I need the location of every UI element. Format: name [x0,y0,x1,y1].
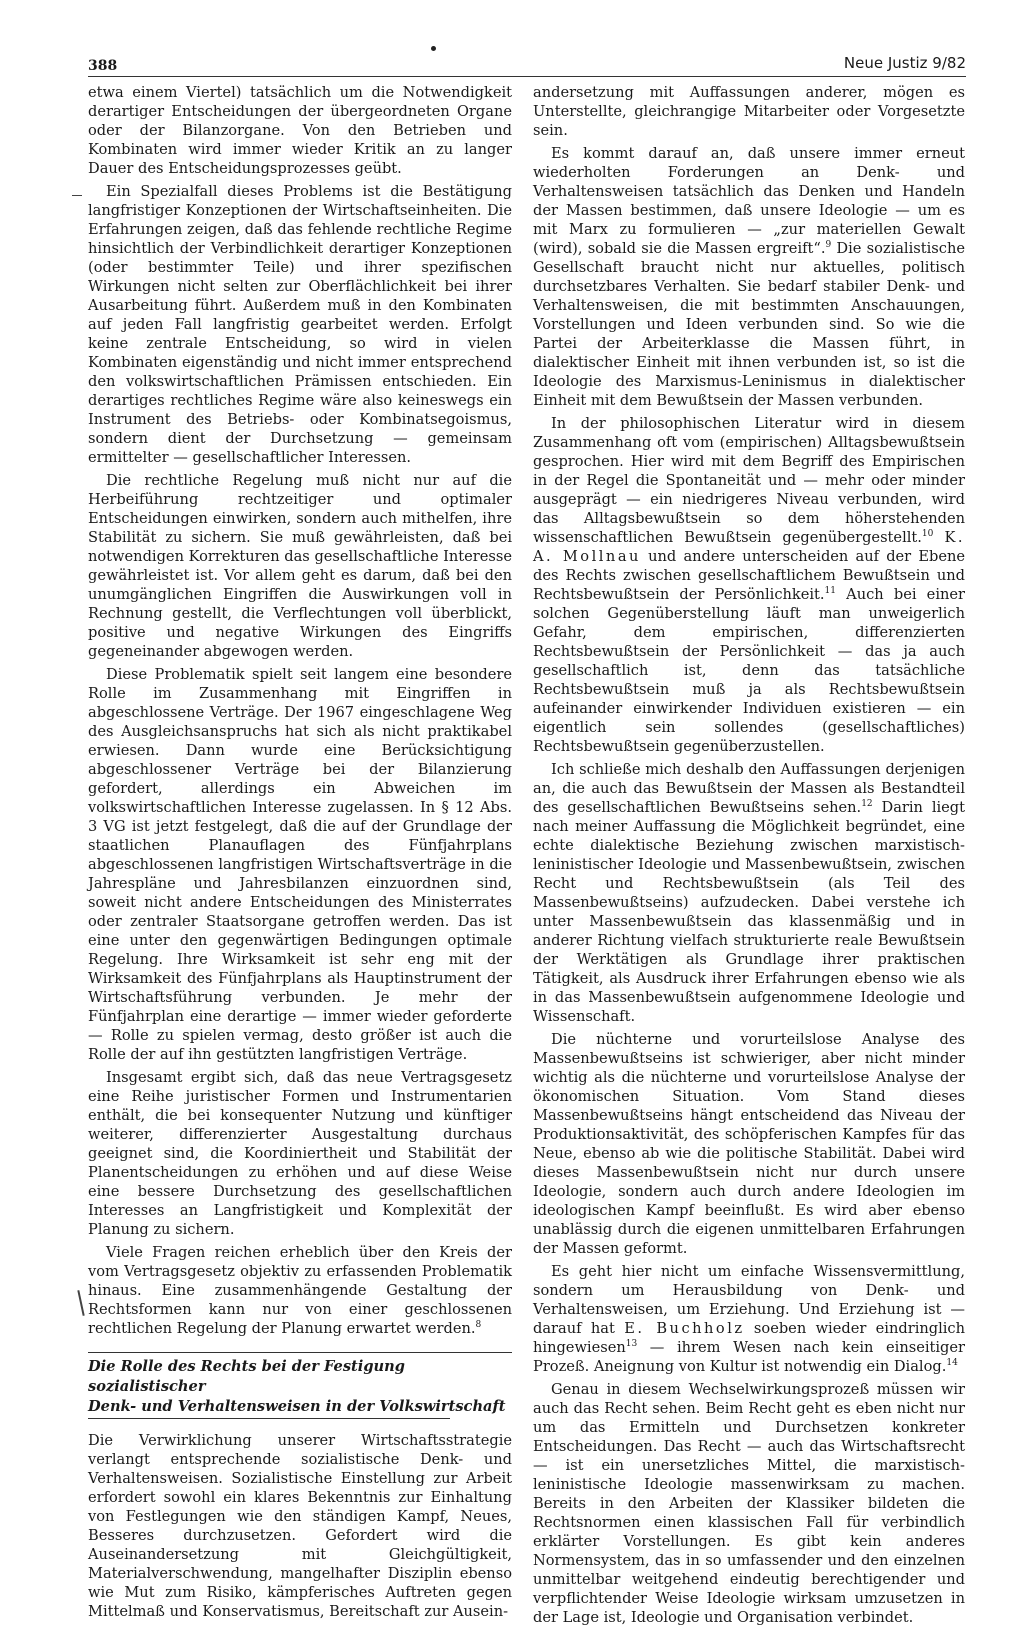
header-rule [88,76,966,77]
paragraph: Diese Problematik spielt seit langem eine besondere Rolle im Zusammenhang mit Eingriffen in abgeschlossene Verträge. Der 1967 eingeschlagene Weg des Ausgleichsanspruchs hat sich als nicht praktikabel erwiesen. Dann wurde eine Berücksichtigung abgeschlossener Verträge bei der Bilanzierung gefordert, allerdings ein Abweichen im volkswirtschaftlichen Interesse zugelassen. In § 12 Abs. 3 VG ist jetzt festgelegt, daß die auf der Grundlage der staatlichen Planauflagen des Fünfjahrplans abgeschlossenen langfristigen Wirtschaftsverträge in die Jahrespläne und Jahresbilanzen einzuordnen sind, soweit nicht andere Entscheidungen des Ministerrates oder zentraler Staatsorgane getroffen werden. Das ist eine unter den gegenwärtigen Bedingungen optimale Regelung. Ihre Wirksamkeit ist sehr eng mit der Wirksamkeit des Fünfjahrplans als Hauptinstrument der Wirtschaftsführung verbunden. Je mehr der Fünfjahrplan eine derartige — immer wieder geforderte — Rolle zu spielen vermag, desto größer ist auch die Rolle der auf ihn gestützten langfristigen Verträge. [88,666,512,1063]
author-name: E. Buchholz [624,1320,745,1337]
footnote-ref: 12 [861,799,873,810]
right-column [533,83,965,1631]
paragraph: Insgesamt ergibt sich, daß das neue Vertragsgesetz eine Reihe juristischer Formen und Instrumentarien enthält, die bei konsequenter Nutzung und künftiger weiterer, differenzierter Ausgestaltung durchaus geeignet sind, die Koordiniertheit und Stabilität der Planentscheidungen zu erhöhen und auf diese Weise eine bessere Durchsetzung des gesellschaftlichen Interesses an Langfristigkeit und Komplexität der Planung zu sichern. [88,1069,512,1238]
paragraph: Ein Spezialfall dieses Problems ist die Bestätigung langfristiger Konzeptionen der Wirtschaftseinheiten. Die Erfahrungen zeigen, daß das fehlende rechtliche Regime hinsichtlich der Verbindlichkeit derartiger Konzeptionen (oder bestimmter Teile) und ihrer spezifischen Wirkungen nicht selten zur Oberflächlichkeit bei ihrer Ausarbeitung führt. Außerdem muß in den Kombinaten auf jeden Fall langfristig gearbeitet werden. Erfolgt keine zentrale Entscheidung, so wird in vielen Kombinaten eigenständig und nicht immer entsprechend den volkswirtschaftlichen Prämissen entschieden. Ein derartiges rechtliches Regime wäre also keineswegs ein Instrument des Betriebs- oder Kombinatsegoismus, sondern dient der Durchsetzung — gemeinsam ermittelter — gesellschaftlicher Interessen. [88,183,512,466]
footnote-ref: 9 [825,240,832,251]
section-heading-line: Die Rolle des Rechts bei der Festigung sozialistischer [88,1358,405,1395]
paragraph: Genau in diesem Wechselwirkungsprozeß müssen wir auch das Recht sehen. Beim Recht geht es eben nicht nur um das Ermitteln und Durchsetzen konkreter Entscheidungen. Das Recht — auch das Wirtschaftsrecht — ist ein unersetzliches Mittel, die marxistisch-leninistische Ideologie massenwirksam zu machen. Bereits in den Arbeiten der Klassiker bildeten die Rechtsnormen einen klassischen Fall für verbindlich erklärter Vorstellungen. Es gibt kein anderes Normensystem, das in so umfassender und den einzelnen unmittelbar weitgehend eindeutig berechtigender und verpflichtender Weise Ideologie wirksam umzusetzen in der Lage ist, Ideologie und Organisation verbindet. [533,1381,965,1626]
section-heading-line: Denk- und Verhaltensweisen in der Volkswirtschaft [88,1398,506,1415]
paragraph: Die Verwirklichung unserer Wirtschaftsstrategie verlangt entsprechende sozialistische Denk- und Verhaltensweisen. Sozialistische Einstellung zur Arbeit erfordert sowohl ein klares Bekenntnis zur Einhaltung von Festlegungen wie den ständigen Kampf, Neues, Besseres durchzusetzen. Gefordert wird die Auseinandersetzung mit Gleichgültigkeit, Materialverschwendung, mangelhafter Disziplin ebenso wie Mut zum Risiko, kämpferisches Auftreten gegen Mittelmaß und Konservatismus, Bereitschaft zur Ausein- [88,1432,512,1620]
paragraph-text: soeben wieder eindringlich hingewiesen [533,1320,966,1356]
page-number: 388 [88,58,118,74]
paragraph-text: und andere unterscheiden auf der Ebene des Rechts zwischen gesellschaftlichem Bewußtsein und Rechtsbewußtsein der Persönlichkeit. [533,548,965,603]
heading-rule [88,1418,450,1419]
paragraph-text: Es kommt darauf an, daß unsere immer erneut wiederholten Forderungen an Denk- und Verhaltensweisen tatsächlich das Denken und Handeln der Massen bestimmen, daß unsere Ideologie — um es mit Marx zu formulieren — „zur materiellen Gewalt (wird), sobald sie die Massen ergreift“. [533,145,965,257]
paragraph [88,1243,512,1338]
paragraph-text: Darin liegt nach meiner Auffassung die Möglichkeit begründet, eine echte dialektische Beziehung zwischen marxistisch-leninistischer Ideologie und Massenbewußtsein, zwischen Recht und Rechtsbewußtsein (als Teil des Massenbewußtseins) aufzudecken. Dabei verstehe ich unter Massenbewußtsein das klassenmäßig und in anderer Richtung vielfach strukturierte reale Bewußtsein der Werktätigen als Grundlage ihrer praktischen Tätigkeit, als Ausdruck ihrer Erfahrungen ebenso wie als in das Massenbewußtsein aufgenommene Ideologie und Wissenschaft. [533,799,965,1025]
paragraph [533,760,965,1026]
paragraph-text: Auch bei einer solchen Gegenüberstellung läuft man unweigerlich Gefahr, dem empirischen, differenzierten Rechtsbewußtsein der Persönlichkeit — das ja auch gesellschaftlich ist, denn das tatsächliche Rechtsbewußtsein muß ja als Rechtsbewußtsein aufeinander einwirkender Individuen existieren — ein eigentlich sein sollendes (gesellschaftliches) Rechtsbewußtsein gegenüberzustellen. [533,586,966,755]
scan-mark [77,1290,84,1316]
footnote-ref: 8 [475,1320,482,1331]
paragraph: andersetzung mit Auffassungen anderer, mögen es Unterstellte, gleichrangige Mitarbeiter oder Vorgesetzte sein. [533,84,965,139]
footnote-ref: 10 [921,529,934,540]
journal-title: Neue Justiz 9/82 [843,54,966,72]
footnote-ref: 11 [824,586,836,597]
footnote-ref: 13 [625,1339,638,1350]
footnote-ref: 14 [946,1358,958,1369]
author-name: K. A. Mollnau [533,529,965,565]
paragraph: etwa einem Viertel) tatsächlich um die Notwendigkeit derartiger Entscheidungen der übergeordneten Organe oder der Bilanzorgane. Von den Betrieben und Kombinaten wird immer wieder Kritik an zu langer Dauer des Entscheidungsprozesses geübt. [88,84,512,177]
paragraph [533,144,965,410]
left-column [88,83,512,1625]
paragraph-text: Es geht hier nicht um einfache Wissensvermittlung, sondern um Herausbildung von Denk- und Verhaltensweisen, um Erziehung. Und Erziehung ist — darauf hat [533,1263,965,1337]
paragraph: Die rechtliche Regelung muß nicht nur auf die Herbeiführung rechtzeitiger und optimaler Entscheidungen einwirken, sondern auch mithelfen, ihre Stabilität zu sichern. Sie muß gewährleisten, daß bei notwendigen Korrekturen das gesellschaftliche Interesse gewährleistet ist. Vor allem geht es darum, daß bei den unumgänglichen Eingriffen die Auswirkungen voll in Rechnung gestellt, die Verflechtungen voll überblickt, positive und negative Wirkungen des Eingriffs gegeneinander abgewogen werden. [88,472,512,660]
paragraph [533,1262,965,1376]
paragraph-text: In der philosophischen Literatur wird in diesem Zusammenhang oft vom (empirischen) Alltagsbewußtsein gesprochen. Hier wird mit dem Begriff des Empirischen in der Regel die Spontaneität und — mehr oder minder ausgeprägt — ein niedrigeres Niveau verbunden, wird das Alltagsbewußtsein so dem höherstehenden wissenschaftlichen Bewußtsein gegenübergestellt. [533,415,965,546]
print-dot [431,46,436,51]
paragraph-text: Die sozialistische Gesellschaft braucht nicht nur aktuelles, politisch durchsetzbares Verhalten. Sie bedarf stabiler Denk- und Verhaltensweisen, die mit bestimmten Anschauungen, Vorstellungen und Ideen verbunden sind. So wie die Partei der Arbeiterklasse die Massen führt, in dialektischer Einheit mit ihnen verbunden ist, so ist die Ideologie des Marxismus-Leninismus in dialektischer Einheit mit dem Bewußtsein der Massen verbunden. [533,240,965,409]
scan-mark [72,195,82,196]
paragraph-text: Viele Fragen reichen erheblich über den Kreis der vom Vertragsgesetz objektiv zu erfassenden Problematik hinaus. Eine zusammenhängende Gestaltung der Rechtsformen kann nur von einer geschlossenen rechtlichen Regelung der Planung erwartet werden. [88,1244,512,1337]
paragraph [533,414,965,756]
paragraph-text: — ihrem Wesen nach kein einseitiger Prozeß. Aneignung von Kultur ist notwendig ein Dialog. [533,1339,965,1375]
section-heading [88,1352,512,1419]
paragraph: Die nüchterne und vorurteilslose Analyse des Massenbewußtseins ist schwieriger, aber nicht minder wichtig als die nüchterne und vorurteilslose Analyse der ökonomischen Situation. Vom Stand dieses Massenbewußtseins hängt entscheidend das Niveau der Produktionsaktivität, des schöpferischen Kampfes für das Neue, ebenso ab wie die politische Stabilität. Dabei wird dieses Massenbewußtsein nicht nur durch unsere Ideologie, sondern auch durch andere Ideologien im ideologischen Kampf beeinflußt. Es wird aber ebenso unablässig durch die eigenen unmittelbaren Erfahrungen der Massen geformt. [533,1031,965,1257]
paragraph-text: Ich schließe mich deshalb den Auffassungen derjenigen an, die auch das Bewußtsein der Massen als Bestandteil des gesellschaftlichen Bewußtseins sehen. [533,761,965,816]
